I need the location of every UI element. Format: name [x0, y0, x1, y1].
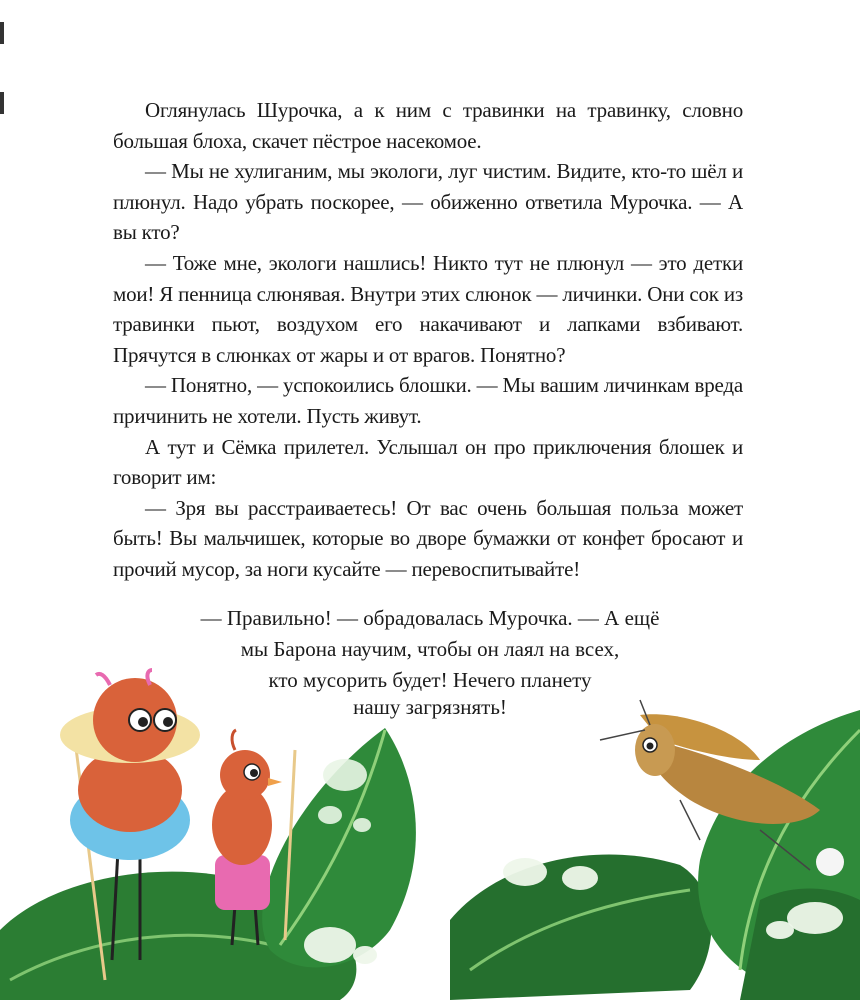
illustration — [0, 600, 860, 1000]
paragraph: Оглянулась Шурочка, а к ним с травинки на травинку, словно большая блоха, скачет пёстрое насекомое. — [113, 98, 743, 153]
paragraph: А тут и Сёмка прилетел. Услышал он про приключения блошек и говорит им: — [113, 434, 743, 490]
paragraph: — Мы не хулиганим, мы экологи, луг чистим. Видите, кто-то шёл и плюнул. Надо убрать поскорее, — обиженно ответила Мурочка. — А вы кто? — [113, 159, 743, 245]
final-line: — Правильно! — обрадовалась Мурочка. — А ещё — [200, 606, 660, 630]
final-line: кто мусорить будет! Нечего планету — [268, 668, 592, 692]
paragraph: — Зря вы расстраиваетесь! От вас очень большая польза может быть! Вы мальчишек, которые во дворе бумажки от конфет бросают и прочий мусор, за ноги кусайте — перевоспитывайте! — [113, 495, 743, 581]
leaf-bottom-middle — [450, 854, 711, 1000]
page-edge-mark — [0, 22, 4, 44]
final-line: мы Барона научим, чтобы он лаял на всех, — [240, 637, 620, 661]
final-line: нашу загрязнять! — [353, 695, 507, 719]
paragraph: — Понятно, — успокоились блошки. — Мы вашим личинкам вреда причинить не хотели. Пусть живут. — [113, 373, 743, 428]
paragraph: — Тоже мне, экологи нашлись! Никто тут не плюнул — это детки мои! Я пенница слюнявая. Внутри этих слюнок — личинки. Они сок из травинки пьют, воздухом его накачивают и лапками взбивают. Прячутся в слюнках от жары и от врагов. Понятно? — [113, 250, 743, 367]
story-text — [113, 95, 743, 585]
page-edge-mark — [0, 92, 4, 114]
